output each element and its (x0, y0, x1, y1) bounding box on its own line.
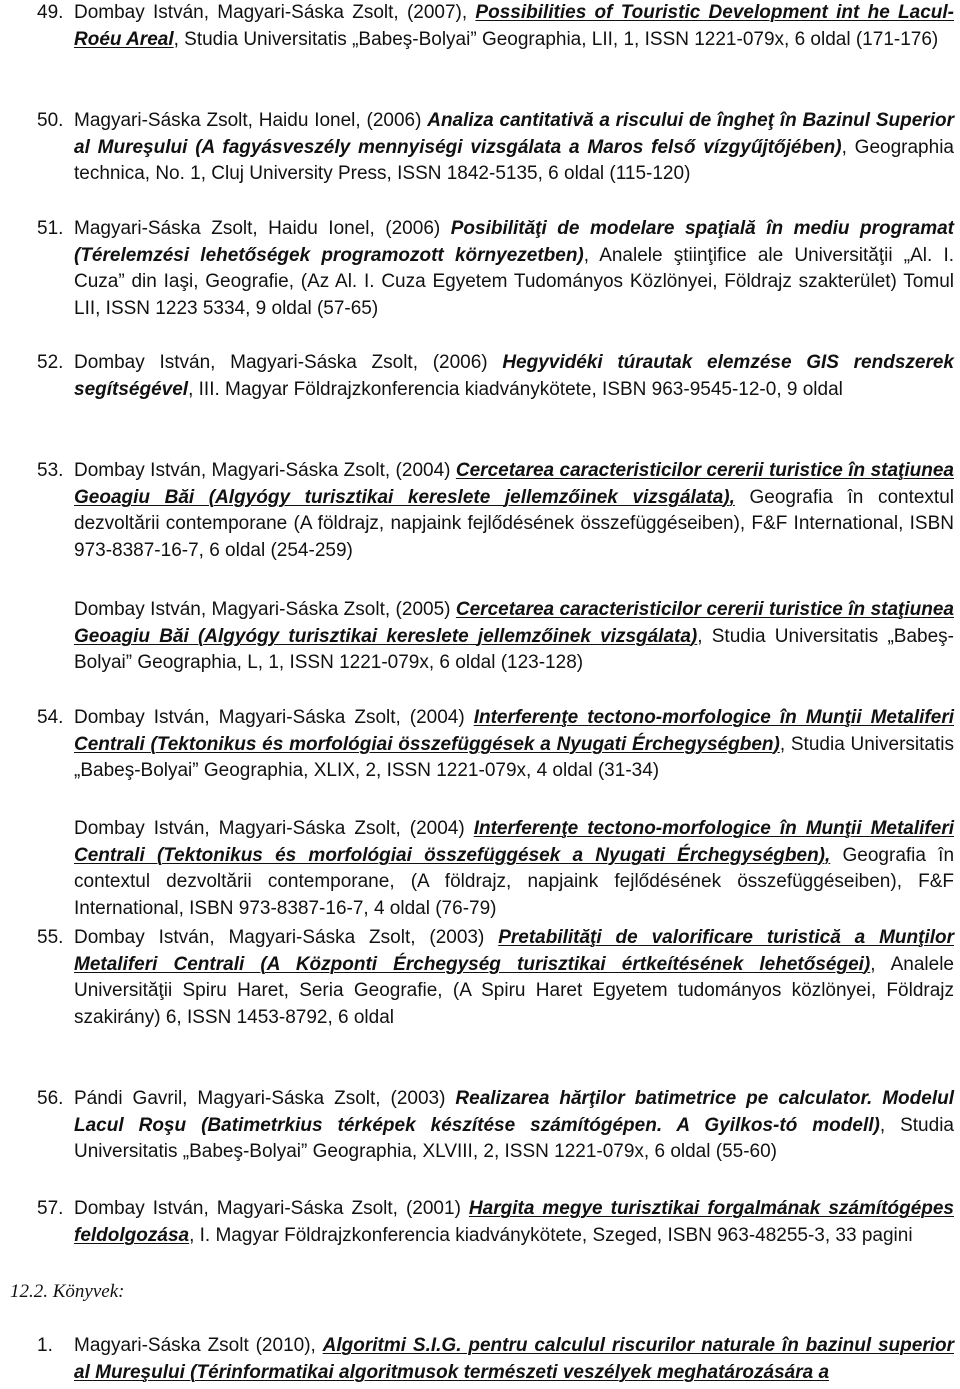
reference-authors: Magyari-Sáska Zsolt, Haidu Ionel, (2006) (74, 110, 428, 131)
reference-number: 49. (37, 2, 64, 23)
reference-54-variant (0, 816, 960, 922)
reference-number: 53. (37, 460, 64, 481)
reference-55 (0, 925, 960, 1031)
reference-authors: Dombay István, Magyari-Sáska Zsolt, (2004) (74, 707, 474, 728)
reference-number: 52. (37, 352, 64, 373)
reference-title: Hargita megye turisztikai forgalmának számítógépes feldolgozása (74, 1198, 954, 1246)
reference-title: Hegyvidéki túrautak elemzése GIS rendszerek segítségével (74, 352, 954, 400)
reference-title: Cercetarea caracteristicilor cererii turistice în staţiunea Geoagiu Băi (Algyógy turisztikai kereslete jellemzőinek vizsgálata) (74, 599, 954, 647)
book-title: Algoritmi S.I.G. pentru calculul riscurilor naturale în bazinul superior al Mureşului (Térinformatikai algoritmusok természeti veszélyek meghatározására a (74, 1335, 954, 1383)
reference-source: Geografia în contextul dezvoltării contemporane, (A földrajz, napjaink fejlődésének összefüggéseiben), F&F International, ISBN 973-8387-16-7, 4 oldal (76-79) (74, 844, 955, 919)
section-heading: 12.2. Könyvek: (10, 1281, 125, 1302)
reference-authors: Dombay István, Magyari-Sáska Zsolt, (2004) (74, 818, 474, 839)
reference-number: 54. (37, 707, 64, 728)
reference-number: 51. (37, 218, 64, 239)
reference-title: Posibilităţi de modelare spaţială în mediu programat (Térelemzési lehetőségek programozott környezetben) (74, 218, 954, 266)
reference-title: Possibilities of Touristic Development int he Lacul-Roéu Areal (74, 2, 954, 50)
reference-54 (0, 705, 960, 785)
reference-57 (0, 1196, 960, 1249)
reference-56 (0, 1086, 960, 1166)
reference-source: , Analele Universităţii Spiru Haret, Seria Geografie, (A Spiru Haret Egyetem tudományos közlönyei, Földrajz szakirány) 6, ISSN 1453-8792, 6 oldal (74, 953, 954, 1028)
book-1 (0, 1333, 960, 1386)
reference-title: Analiza cantitativă a riscului de îngheţ în Bazinul Superior al Mureşului (A fagyásveszély mennyiségi vizsgálata a Maros felső vízgyűjtőjében) (74, 110, 954, 158)
reference-source: Geografia în contextul dezvoltării contemporane (A földrajz, napjaink fejlődésének összefüggéseiben), F&F International, ISBN 973-8387-16-7, 6 oldal (254-259) (74, 486, 955, 561)
reference-authors: Magyari-Sáska Zsolt, Haidu Ionel, (2006) (74, 218, 451, 239)
reference-number: 50. (37, 110, 64, 131)
reference-number: 56. (37, 1088, 64, 1109)
reference-authors: Dombay István, Magyari-Sáska Zsolt, (2006) (74, 352, 503, 373)
reference-source: , I. Magyar Földrajzkonferencia kiadványkötete, Szeged, ISBN 963-48255-3, 33 pagini (189, 1224, 913, 1246)
reference-source: , Analele ştiinţifice ale Universităţii „Al. I. Cuza” din Iaşi, Geografie, (Az Al. I. Cuza Egyetem Tudományos Közlönyei, Földrajz szakterület) Tomul LII, ISSN 1223 5334, 9 oldal (57-65) (74, 244, 955, 319)
reference-title: Pretabilităţi de valorificare turistică a Munţilor Metaliferi Centrali (A Központi Érchegység turisztikai értkeítésének lehetőségei) (74, 927, 954, 975)
reference-title: Interferenţe tectono-morfologice în Munţii Metaliferi Centrali (Tektonikus és morfológiai összefüggések a Nyugati Érchegységben) (74, 707, 955, 755)
reference-source: , Studia Universitatis „Babeş-Bolyai” Geographia, XLIX, 2, ISSN 1221-079x, 4 oldal (31-34) (74, 733, 954, 781)
reference-source: , III. Magyar Földrajzkonferencia kiadványkötete, ISBN 963-9545-12-0, 9 oldal (188, 378, 843, 400)
reference-50 (0, 108, 960, 188)
reference-source: , Studia Universitatis „Babeş-Bolyai” Geographia, LII, 1, ISSN 1221-079x, 6 oldal (171-176) (173, 28, 939, 50)
reference-51 (0, 216, 960, 322)
reference-title: Realizarea hărţilor batimetrice pe calculator. Modelul Lacul Roşu (Batimetrkius térképek készítése számítógépen. A Gyilkos-tó modell) (74, 1088, 954, 1136)
reference-number: 57. (37, 1198, 64, 1219)
reference-authors: Dombay István, Magyari-Sáska Zsolt, (2005) (74, 599, 456, 620)
book-number: 1. (37, 1335, 53, 1356)
reference-49 (0, 0, 960, 53)
book-authors: Magyari-Sáska Zsolt (2010), (74, 1335, 323, 1356)
reference-source: , Geographia technica, No. 1, Cluj University Press, ISSN 1842-5135, 6 oldal (115-120) (74, 136, 954, 184)
reference-authors: Dombay István, Magyari-Sáska Zsolt, (2003) (74, 927, 499, 948)
reference-52 (0, 350, 960, 403)
reference-authors: Dombay István, Magyari-Sáska Zsolt, (2007), (74, 2, 476, 23)
reference-source: , Studia Universitatis „Babeş-Bolyai” Geographia, L, 1, ISSN 1221-079x, 6 oldal (123-128) (74, 625, 954, 673)
reference-title: Interferenţe tectono-morfologice în Munţii Metaliferi Centrali (Tektonikus és morfológiai összefüggések a Nyugati Érchegységben), (74, 818, 955, 866)
reference-authors: Pándi Gavril, Magyari-Sáska Zsolt, (2003) (74, 1088, 456, 1109)
reference-title: Cercetarea caracteristicilor cererii turistice în staţiunea Geoagiu Băi (Algyógy turisztikai kereslete jellemzőinek vizsgálata), (74, 460, 954, 508)
reference-authors: Dombay István, Magyari-Sáska Zsolt, (2001) (74, 1198, 469, 1219)
reference-53 (0, 458, 960, 564)
reference-53-variant (0, 597, 960, 677)
reference-number: 55. (37, 927, 64, 948)
reference-authors: Dombay István, Magyari-Sáska Zsolt, (2004) (74, 460, 456, 481)
reference-source: , Studia Universitatis „Babeş-Bolyai” Geographia, XLVIII, 2, ISSN 1221-079x, 6 oldal (55-60) (74, 1114, 954, 1162)
